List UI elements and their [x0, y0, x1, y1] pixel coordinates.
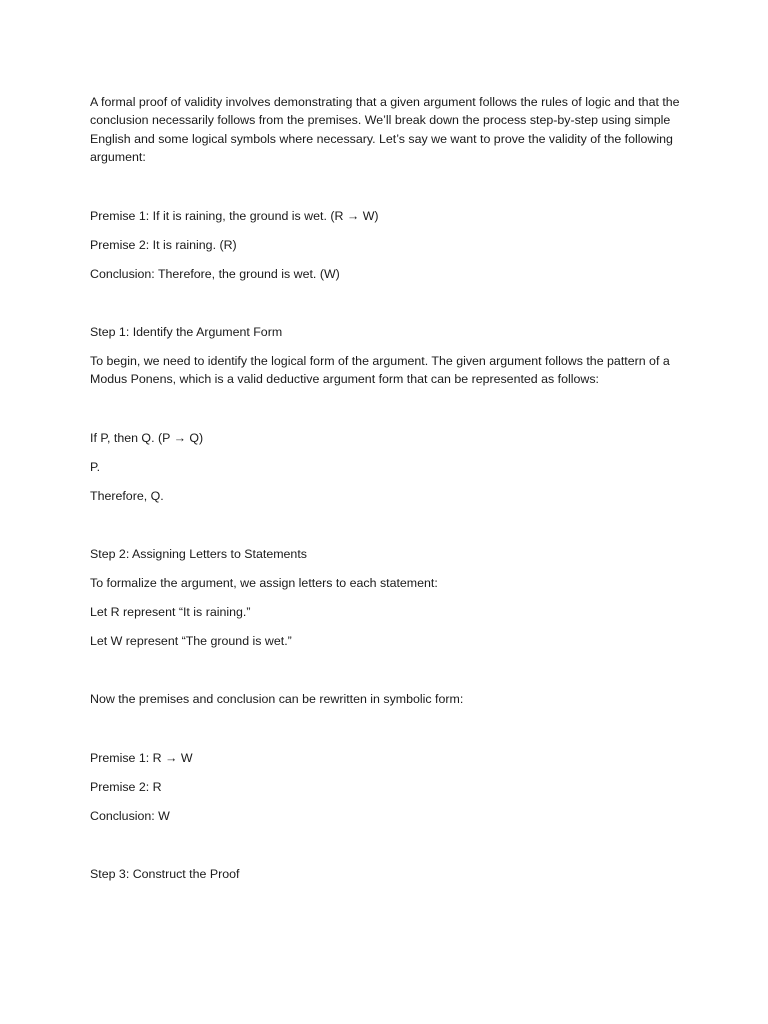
let-r-definition: Let R represent “It is raining.” [90, 605, 251, 619]
symbolic-premise-2: Premise 2: R [90, 780, 162, 794]
let-w-definition: Let W represent “The ground is wet.” [90, 634, 292, 648]
premise-2: Premise 2: It is raining. (R) [90, 238, 237, 252]
intro-paragraph: A formal proof of validity involves demonstrating that a given argument follows the rules of logic and that the conclusion necessarily follows from the premises. We’ll break down the process step-by-step using simple English and some logical symbols where necessary. Let’s say we want to prove the validity of the following argument: [90, 95, 680, 165]
step-3-heading: Step 3: Construct the Proof [90, 867, 240, 881]
premise-1: Premise 1: If it is raining, the ground is wet. (R → W) [90, 209, 379, 223]
step-1-heading: Step 1: Identify the Argument Form [90, 325, 283, 339]
step-1-body: To begin, we need to identify the logical form of the argument. The given argument follows the pattern of a Modus Ponens, which is a valid deductive argument form that can be represented as follows: [90, 354, 670, 387]
form-line-1: If P, then Q. (P → Q) [90, 431, 204, 445]
symbolic-premise-1: Premise 1: R → W [90, 751, 193, 765]
rewrite-sentence: Now the premises and conclusion can be rewritten in symbolic form: [90, 692, 464, 706]
form-line-3: Therefore, Q. [90, 489, 164, 503]
step-2-heading: Step 2: Assigning Letters to Statements [90, 547, 307, 561]
conclusion: Conclusion: Therefore, the ground is wet. (W) [90, 267, 340, 281]
symbolic-conclusion: Conclusion: W [90, 809, 170, 823]
step-2-body: To formalize the argument, we assign letters to each statement: [90, 576, 438, 590]
form-line-2: P. [90, 460, 101, 474]
